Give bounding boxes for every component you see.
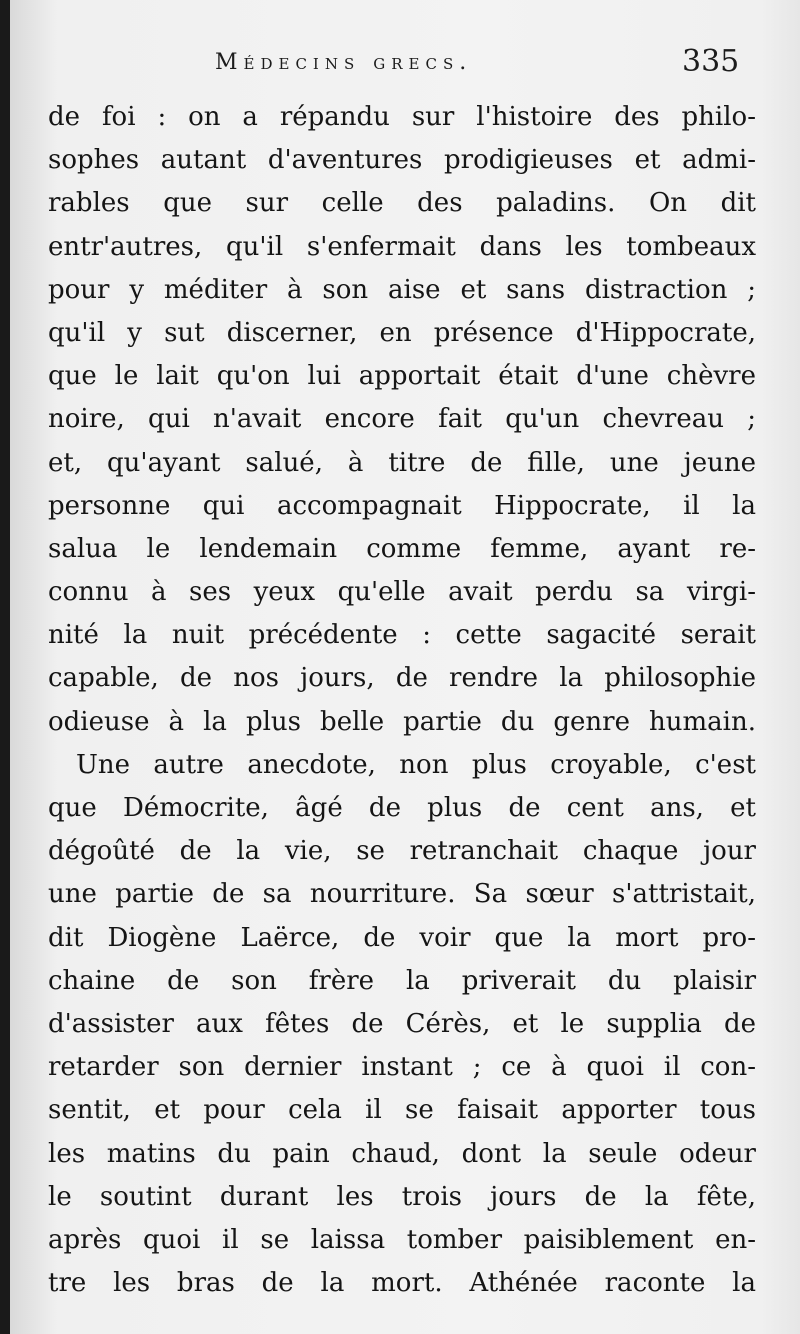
paragraph-start-line: Une autre anecdote, non plus croyable, c'est — [76, 749, 756, 780]
text-line: salua le lendemain comme femme, ayant re- — [48, 533, 756, 564]
text-line: de foi : on a répandu sur l'histoire des philo- — [48, 102, 756, 132]
text-line: odieuse à la plus belle partie du genre humain. — [48, 706, 756, 737]
text-line: que le lait qu'on lui apportait était d'une chèvre — [48, 361, 756, 392]
text-line: tre les bras de la mort. Athénée raconte la — [48, 1268, 756, 1299]
text-line: et, qu'ayant salué, à titre de fille, une jeune — [48, 447, 756, 478]
text-line: qu'il y sut discerner, en présence d'Hippocrate, — [48, 317, 756, 348]
text-line: noire, qui n'avait encore fait qu'un chevreau ; — [48, 404, 756, 435]
text-line: sentit, et pour cela il se faisait apporter tous — [48, 1095, 756, 1126]
text-line: dit Diogène Laërce, de voir que la mort pro- — [48, 922, 756, 953]
text-line: retarder son dernier instant ; ce à quoi il con- — [48, 1052, 756, 1083]
body-text — [48, 96, 756, 1305]
text-line: rables que sur celle des paladins. On dit — [48, 188, 756, 219]
text-line: chaine de son frère la priverait du plaisir — [48, 965, 756, 996]
text-line: connu à ses yeux qu'elle avait perdu sa virgi- — [48, 577, 756, 608]
book-page — [10, 0, 800, 1334]
text-line: après quoi il se laissa tomber paisiblement en- — [48, 1224, 756, 1255]
text-line: sophes autant d'aventures prodigieuses et admi- — [48, 145, 756, 176]
text-line: capable, de nos jours, de rendre la philosophie — [48, 663, 756, 694]
running-head — [10, 44, 800, 84]
text-line: entr'autres, qu'il s'enfermait dans les tombeaux — [48, 231, 756, 262]
text-line: nité la nuit précédente : cette sagacité serait — [48, 620, 756, 651]
page-number: 335 — [682, 44, 740, 79]
running-title: Médecins grecs. — [215, 50, 473, 75]
text-line: le soutint durant les trois jours de la fête, — [48, 1181, 756, 1212]
text-line: pour y méditer à son aise et sans distraction ; — [48, 274, 756, 305]
text-line: personne qui accompagnait Hippocrate, il la — [48, 490, 756, 521]
text-line: d'assister aux fêtes de Cérès, et le supplia de — [48, 1008, 756, 1039]
text-line: que Démocrite, âgé de plus de cent ans, et — [48, 793, 756, 823]
text-line: une partie de sa nourriture. Sa sœur s'attristait, — [48, 879, 756, 910]
text-line: dégoûté de la vie, se retranchait chaque jour — [48, 836, 756, 867]
text-line: les matins du pain chaud, dont la seule odeur — [48, 1138, 756, 1169]
